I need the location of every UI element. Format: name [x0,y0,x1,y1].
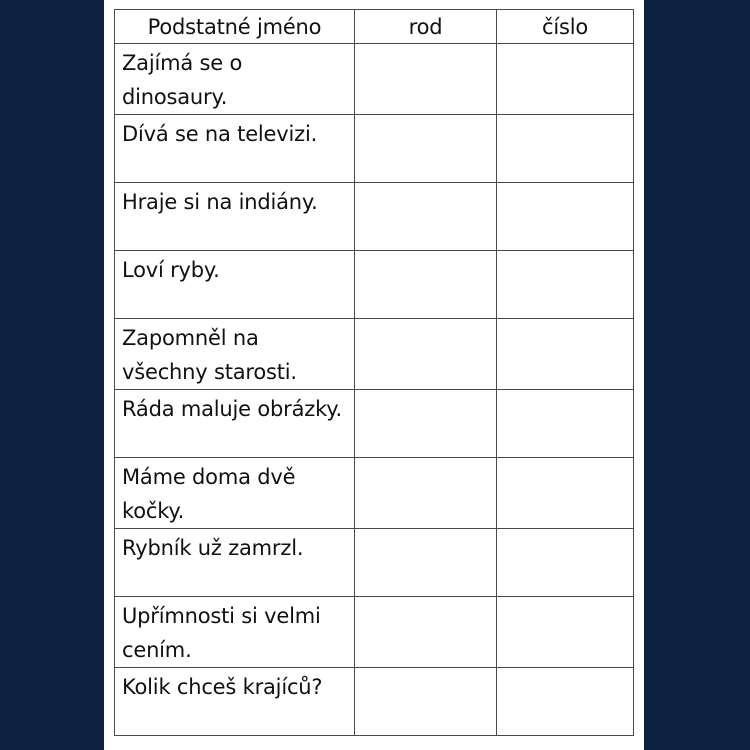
gender-answer-cell[interactable] [355,529,497,597]
table-row [115,458,634,529]
worksheet-page [104,0,644,750]
table-row [115,44,634,115]
number-answer-cell[interactable] [497,390,634,458]
sentence-cell: Zajímá se o dinosaury. [115,44,355,115]
gender-answer-cell[interactable] [355,390,497,458]
gender-answer-cell[interactable] [355,251,497,319]
number-answer-cell[interactable] [497,251,634,319]
number-answer-cell[interactable] [497,458,634,529]
number-answer-cell[interactable] [497,44,634,115]
gender-answer-cell[interactable] [355,319,497,390]
number-answer-cell[interactable] [497,668,634,736]
table-row [115,183,634,251]
gender-answer-cell[interactable] [355,458,497,529]
gender-answer-cell[interactable] [355,668,497,736]
table-row [115,597,634,668]
table-row [115,115,634,183]
sentence-cell: Máme doma dvě kočky. [115,458,355,529]
table-row [115,251,634,319]
table-row [115,529,634,597]
number-answer-cell[interactable] [497,115,634,183]
sentence-cell: Zapomněl na všechny starosti. [115,319,355,390]
table-row [115,390,634,458]
table-row [115,319,634,390]
header-gender: rod [355,10,497,44]
sentence-cell: Ráda maluje obrázky. [115,390,355,458]
sentence-cell: Loví ryby. [115,251,355,319]
header-row [115,10,634,44]
number-answer-cell[interactable] [497,597,634,668]
number-answer-cell[interactable] [497,319,634,390]
number-answer-cell[interactable] [497,529,634,597]
sentence-cell: Upřímnosti si velmi cením. [115,597,355,668]
header-number: číslo [497,10,634,44]
gender-answer-cell[interactable] [355,115,497,183]
gender-answer-cell[interactable] [355,183,497,251]
grammar-table [114,9,634,736]
header-noun: Podstatné jméno [115,10,355,44]
sentence-cell: Rybník už zamrzl. [115,529,355,597]
gender-answer-cell[interactable] [355,597,497,668]
sentence-cell: Kolik chceš krajíců? [115,668,355,736]
sentence-cell: Dívá se na televizi. [115,115,355,183]
sentence-cell: Hraje si na indiány. [115,183,355,251]
number-answer-cell[interactable] [497,183,634,251]
table-row [115,668,634,736]
gender-answer-cell[interactable] [355,44,497,115]
